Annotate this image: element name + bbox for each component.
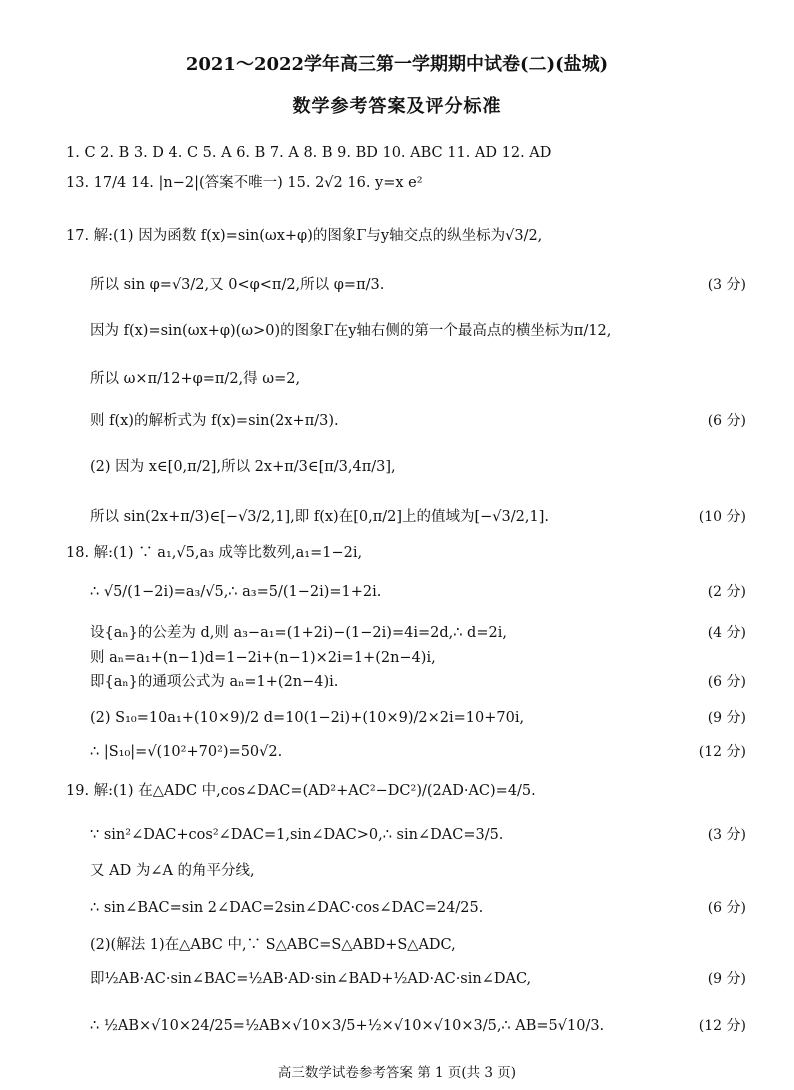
q19-line-2: ∵ sin²∠DAC+cos²∠DAC=1,sin∠DAC>0,∴ sin∠DAC=3/5.	[90, 827, 504, 843]
q19-line-7: ∴ ½AB×√10×24/25=½AB×√10×3/5+½×√10×√10×3/5,∴ AB=5√10/3.	[90, 1018, 605, 1034]
q19-line-1: 19. 解:(1) 在△ADC 中,cos∠DAC=(AD²+AC²−DC²)/(2AD·AC)=4/5.	[66, 783, 536, 799]
q17-line-6: (2) 因为 x∈[0,π/2],所以 2x+π/3∈[π/3,4π/3],	[90, 459, 396, 475]
q19-line-5: (2)(解法 1)在△ABC 中,∵ S△ABC=S△ABD+S△ADC,	[90, 937, 456, 953]
q18-line-2: ∴ √5/(1−2i)=a₃/√5,∴ a₃=5/(1−2i)=1+2i.	[90, 584, 382, 600]
q17-score-3: (10 分)	[698, 509, 746, 525]
q17-score-2: (6 分)	[707, 413, 746, 429]
q17-line-4: 所以 ω×π/12+φ=π/2,得 ω=2,	[90, 371, 301, 387]
q19-line-4: ∴ sin∠BAC=sin 2∠DAC=2sin∠DAC·cos∠DAC=24/25.	[90, 900, 484, 916]
q19-score-4: (12 分)	[698, 1018, 746, 1034]
q19-line-3: 又 AD 为∠A 的角平分线,	[90, 863, 255, 879]
q18-line-4: 则 aₙ=a₁+(n−1)d=1−2i+(n−1)×2i=1+(2n−4)i,	[90, 650, 436, 666]
q17-line-3: 因为 f(x)=sin(ωx+φ)(ω>0)的图象Γ在y轴右侧的第一个最高点的横坐标为π/12,	[90, 323, 612, 339]
q18-line-7: ∴ |S₁₀|=√(10²+70²)=50√2.	[90, 744, 283, 760]
q19-score-2: (6 分)	[707, 900, 746, 916]
q18-line-5: 即{aₙ}的通项公式为 aₙ=1+(2n−4)i.	[90, 674, 339, 690]
answer-line-1: 1. C 2. B 3. D 4. C 5. A 6. B 7. A 8. B 9. BD 10. ABC 11. AD 12. AD	[66, 145, 552, 161]
q19-score-3: (9 分)	[707, 971, 746, 987]
q18-line-1: 18. 解:(1) ∵ a₁,√5,a₃ 成等比数列,a₁=1−2i,	[66, 545, 363, 561]
answer-line-2: 13. 17/4 14. |n−2|(答案不唯一) 15. 2√2 16. y=x e²	[66, 175, 423, 191]
q17-line-5: 则 f(x)的解析式为 f(x)=sin(2x+π/3).	[90, 413, 339, 429]
q19-line-6: 即½AB·AC·sin∠BAC=½AB·AD·sin∠BAD+½AD·AC·sin∠DAC,	[90, 971, 532, 987]
q18-line-6: (2) S₁₀=10a₁+(10×9)/2 d=10(1−2i)+(10×9)/2×2i=10+70i,	[90, 710, 525, 726]
q18-score-5: (12 分)	[698, 744, 746, 760]
q18-score-1: (2 分)	[707, 584, 746, 600]
q17-line-1: 17. 解:(1) 因为函数 f(x)=sin(ωx+φ)的图象Γ与y轴交点的纵坐标为√3/2,	[66, 228, 543, 244]
q17-line-2: 所以 sin φ=√3/2,又 0<φ<π/2,所以 φ=π/3.	[90, 277, 385, 293]
q18-line-3: 设{aₙ}的公差为 d,则 a₃−a₁=(1+2i)−(1−2i)=4i=2d,∴ d=2i,	[90, 625, 507, 641]
q18-score-2: (4 分)	[707, 625, 746, 641]
q19-score-1: (3 分)	[707, 827, 746, 843]
q17-line-7: 所以 sin(2x+π/3)∈[−√3/2,1],即 f(x)在[0,π/2]上的值域为[−√3/2,1].	[90, 509, 549, 525]
q18-score-3: (6 分)	[707, 674, 746, 690]
page-subtitle: 数学参考答案及评分标准	[292, 96, 502, 117]
page-footer: 高三数学试卷参考答案 第 1 页(共 3 页)	[277, 1065, 517, 1081]
q18-score-4: (9 分)	[707, 710, 746, 726]
q17-score-1: (3 分)	[707, 277, 746, 293]
page-title: 2021～2022学年高三第一学期期中试卷(二)(盐城)	[185, 54, 609, 75]
